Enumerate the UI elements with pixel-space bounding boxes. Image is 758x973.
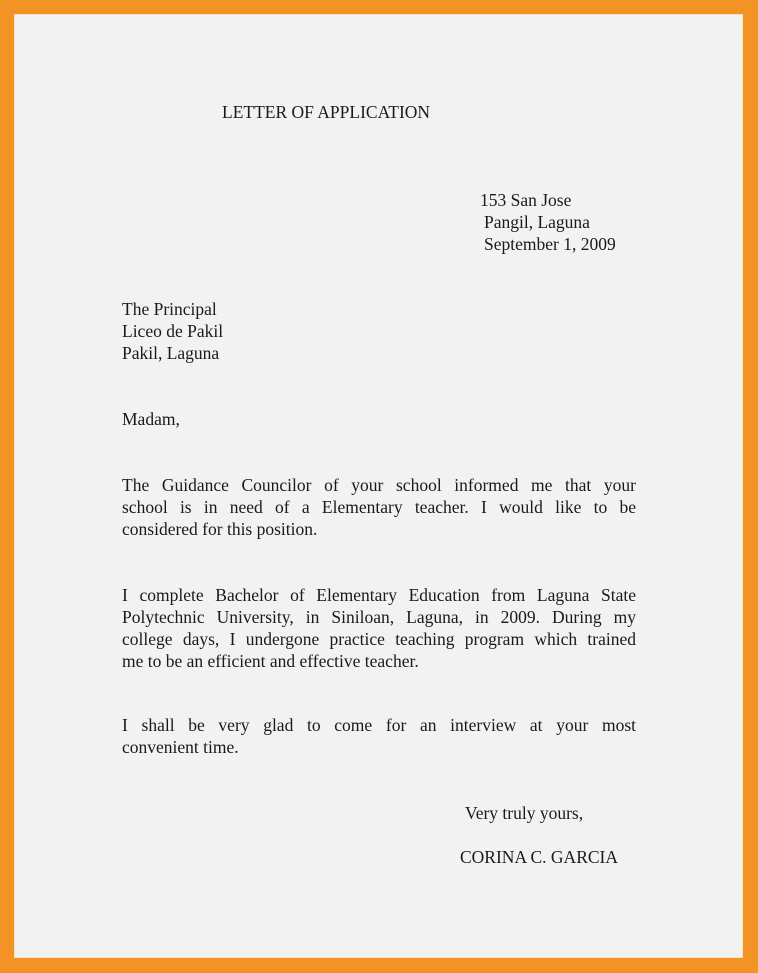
salutation: Madam, <box>122 409 180 429</box>
recipient-school: Liceo de Pakil <box>122 321 224 341</box>
sender-city: Pangil, Laguna <box>484 212 590 232</box>
closing: Very truly yours, <box>465 803 584 823</box>
paragraph-3 <box>122 714 636 758</box>
letter-date: September 1, 2009 <box>484 234 616 254</box>
letter-title: LETTER OF APPLICATION <box>222 102 431 122</box>
sender-street: 153 San Jose <box>480 190 572 210</box>
paragraph-line: I shall be very glad to come for an interview at your most <box>122 715 636 735</box>
paragraph-line: convenient time. <box>122 737 239 757</box>
paragraph-2 <box>122 584 636 672</box>
paragraph-1 <box>122 474 636 540</box>
recipient-name: The Principal <box>122 299 217 319</box>
paragraph-line: school is in need of a Elementary teacher. I would like to be <box>122 497 636 517</box>
paragraph-line: considered for this position. <box>122 519 318 539</box>
paragraph-line: Polytechnic University, in Siniloan, Laguna, in 2009. During my <box>122 607 636 627</box>
paragraph-line: I complete Bachelor of Elementary Education from Laguna State <box>122 585 636 605</box>
signature-name: CORINA C. GARCIA <box>460 847 619 867</box>
paragraph-line: The Guidance Councilor of your school informed me that your <box>122 475 636 495</box>
paragraph-line: college days, I undergone practice teaching program which trained <box>122 629 636 649</box>
recipient-city: Pakil, Laguna <box>122 343 220 363</box>
paragraph-line: me to be an efficient and effective teacher. <box>122 651 419 671</box>
